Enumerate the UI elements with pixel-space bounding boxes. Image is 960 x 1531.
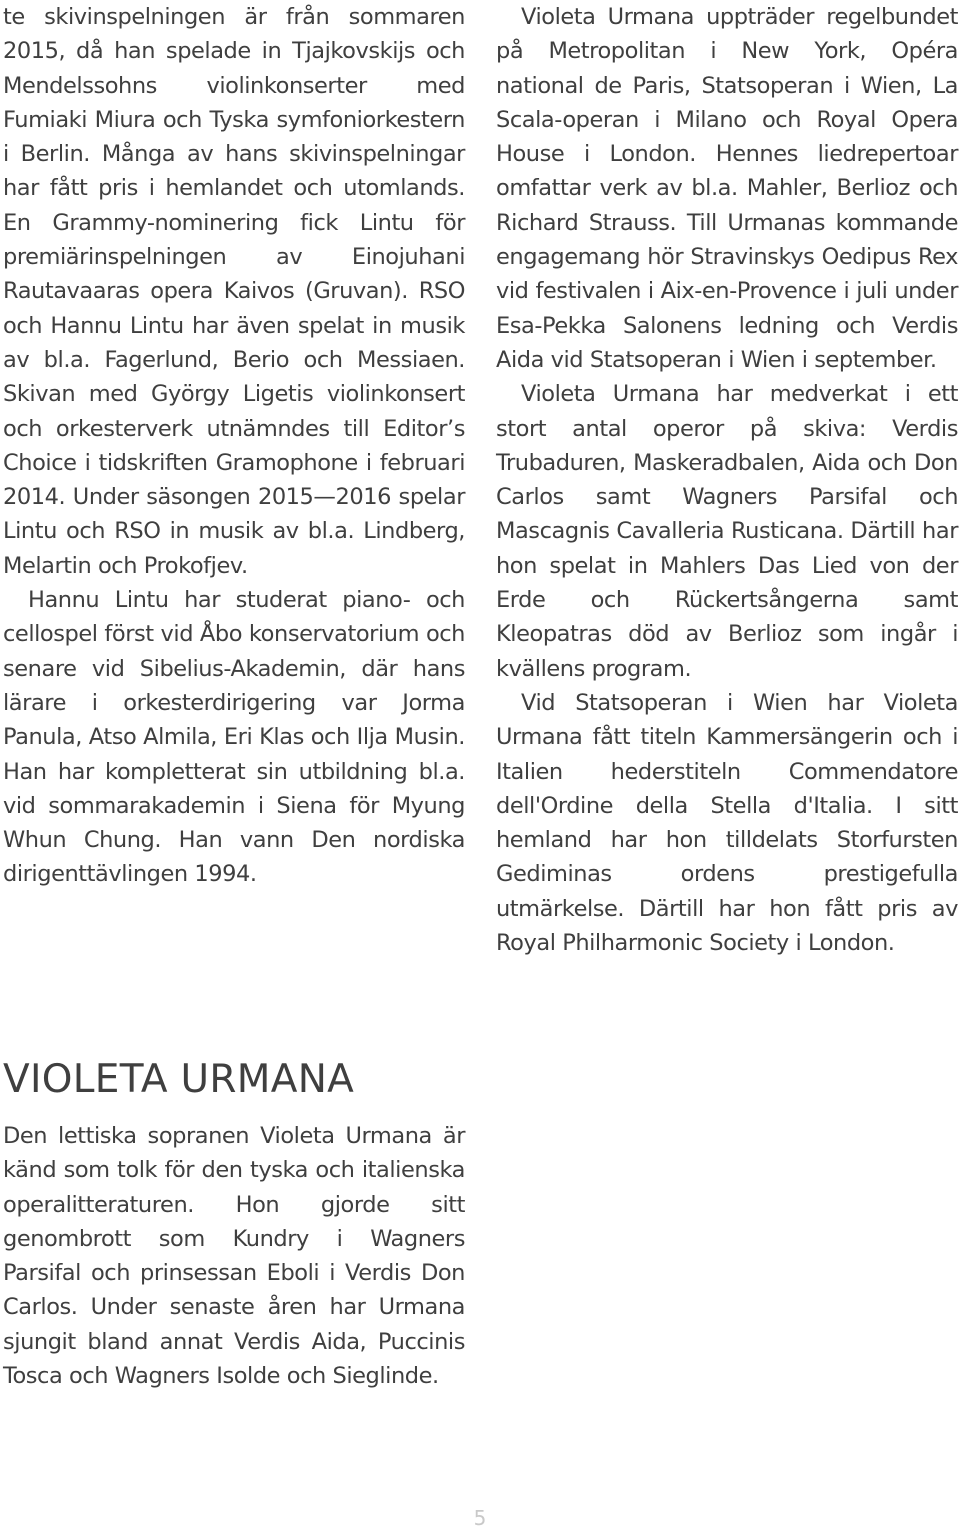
section-intro-paragraph: Den lettiska sopranen Violeta Urmana är känd som tolk för den tyska och italienska operalitteraturen. Hon gjorde sitt genombrott som Kundry i Wagners Parsifal och prinsessan Eboli i Verdis Don Carlos. Under senaste åren har Urmana sjungit bland annat Verdis Aida, Puccinis Tosca och Wagners Isolde och Sieglinde. (3, 1123, 465, 1390)
urmana-biography-section (3, 1054, 465, 1393)
body-paragraph: te skivinspelningen är från sommaren 2015, då han spelade in Tjajkovskijs och Mendelssohns violinkonserter med Fumiaki Miura och Tyska symfoniorkestern i Berlin. Många av hans skivinspelningar har fått pris i hemlandet och utomlands. En Grammy-nominering fick Lintu för premiärinspelningen av Einojuhani Rautavaaras opera Kaivos (Gruvan). RSO och Hannu Lintu har även spelat in musik av bl.a. Fagerlund, Berio och Messiaen. Skivan med György Ligetis violinkonsert och orkesterverk utnämndes till Editor’s Choice i tidskriften Gramophone i februari 2014. Under säsongen 2015—2016 spelar Lintu och RSO in musik av bl.a. Lindberg, Melartin och Prokofjev. (3, 4, 465, 579)
body-paragraph: Violeta Urmana har medverkat i ett stort antal operor på skiva: Verdis Trubaduren, Maskeradbalen, Aida och Don Carlos samt Wagners Parsifal och Mascagnis Cavalleria Rusticana. Därtill har hon spelat in Mahlers Das Lied von der Erde och Rückertsångerna samt Kleopatras död av Berlioz som ingår i kvällens program. (496, 381, 958, 682)
body-paragraph: Violeta Urmana uppträder regelbundet på Metropolitan i New York, Opéra national de Paris, Statsoperan i Wien, La Scala-operan i Milano och Royal Opera House i London. Hennes liedrepertoar omfattar verk av bl.a. Mahler, Berlioz och Richard Strauss. Till Urmanas kommande engagemang hör Stravinskys Oedipus Rex vid festivalen i Aix-en-Provence i juli under Esa-Pekka Salonens ledning och Verdis Aida vid Statsoperan i Wien i september. (496, 4, 958, 373)
left-text-column (3, 0, 465, 892)
page-number: 5 (473, 1506, 487, 1530)
right-text-column (496, 0, 958, 960)
section-heading: VIOLETA URMANA (3, 1057, 355, 1102)
body-paragraph: Hannu Lintu har studerat piano- och cellospel först vid Åbo konservatorium och senare vid Sibelius-Akademin, där hans lärare i orkesterdirigering var Jorma Panula, Atso Almila, Eri Klas och Ilja Musin. Han har kompletterat sin utbildning bl.a. vid sommarakademin i Siena för Myung Whun Chung. Han vann Den nordiska dirigenttävlingen 1994. (3, 587, 465, 888)
body-paragraph: Vid Statsoperan i Wien har Violeta Urmana fått titeln Kammersängerin och i Italien hederstiteln Commendatore dell'Ordine della Stella d'Italia. I sitt hemland har hon tilldelats Storfursten Gediminas ordens prestigefulla utmärkelse. Därtill har hon fått pris av Royal Philharmonic Society i London. (496, 689, 958, 957)
